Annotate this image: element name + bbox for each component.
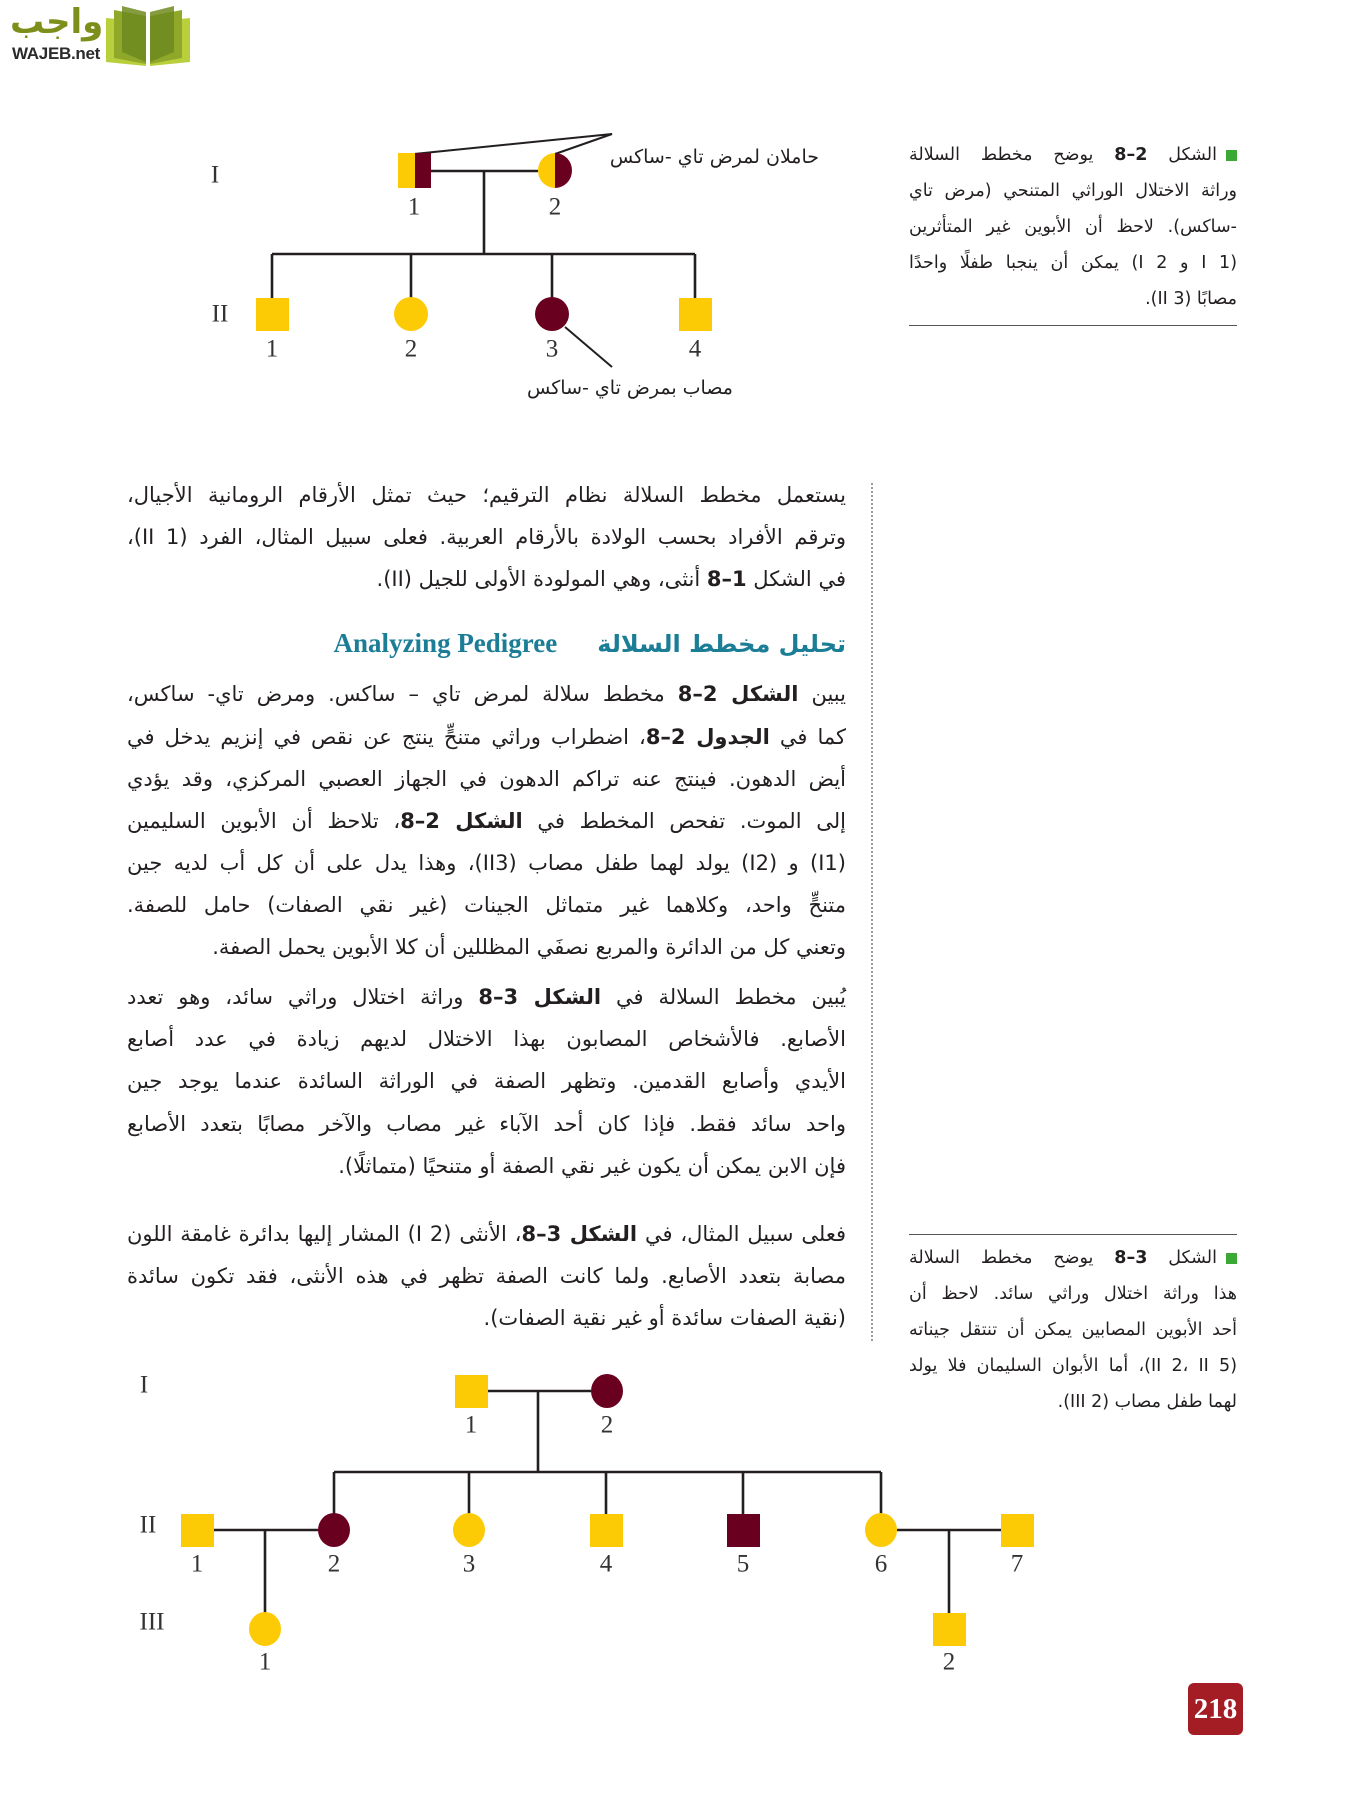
bold-reference: الشكل <box>717 682 799 706</box>
text-segment: (نقية الصفات سائدة أو غير نقية الصفات). <box>483 1306 846 1330</box>
individual-number: 5 <box>736 1550 750 1578</box>
text-segment: مخطط سلالة لمرض تاي – ساكس. ومرض تاي- ساكس، <box>127 682 678 706</box>
text-segment: فإن الابن يمكن أن يكون غير نقي الصفة أو متنحيًا (متماثلًا). <box>338 1154 846 1178</box>
text-segment: وراثة اختلال وراثي سائد، وهو تعدد <box>127 985 479 1009</box>
bold-reference: الشكل <box>561 1222 638 1246</box>
individual-III1-unaffected-female <box>249 1612 281 1646</box>
text-line <box>909 283 1237 315</box>
individual-number: 7 <box>1010 1550 1024 1578</box>
text-segment: يُبين مخطط السلالة في <box>601 985 846 1009</box>
text-segment: الأصابع. فالأشخاص المصابون بهذا الاختلال لديهم زيادة في عدد أصابع <box>127 1027 846 1051</box>
text-segment: أنثى، وهي المولودة الأولى للجيل (II). <box>376 567 707 591</box>
text-segment: إلى الموت. تفحص المخطط في <box>522 809 846 833</box>
bold-reference: 8–1 <box>706 567 747 591</box>
individual-II2-affected-female <box>318 1513 350 1547</box>
text-line <box>127 1218 846 1250</box>
caption-marker-icon <box>1226 1253 1237 1264</box>
individual-number: 2 <box>942 1648 956 1676</box>
bold-reference: 8–2 <box>1114 145 1148 165</box>
text-line <box>909 1350 1237 1382</box>
text-segment: ، تلاحظ أن الأبوين السليمين <box>127 809 401 833</box>
heading-arabic: تحليل مخطط السلالة <box>597 630 846 658</box>
text-segment: في الشكل <box>746 567 846 591</box>
individual-number: 1 <box>407 193 421 221</box>
text-line <box>127 1260 846 1292</box>
individual-number: 1 <box>258 1648 272 1676</box>
text-segment: (I 1 و I 2) يمكن أن ينجبا طفلًا واحدًا <box>909 253 1238 273</box>
individual-I2-affected-female <box>591 1374 623 1408</box>
text-segment: (I1) و (I2) يولد لهما طفل مصاب (II3)، وهذا يدل على أن كل أب لديه جين <box>127 851 846 875</box>
individual-I1-carrier-male <box>398 153 431 188</box>
text-segment: -ساكس). لاحظ أن الأبوين غير المتأثرين <box>909 217 1237 237</box>
individual-number: 1 <box>464 1411 478 1439</box>
individual-II1-unaffected-male <box>181 1514 214 1547</box>
bold-reference: الشكل <box>439 809 523 833</box>
text-line <box>127 1065 846 1097</box>
text-segment: واحد سائد فقط. فإذا كان أحد الآباء غير مصاب والآخر مصابًا بتعدد الأصابع <box>127 1112 846 1136</box>
text-line <box>909 1314 1237 1346</box>
individual-II3-unaffected-female <box>453 1513 485 1547</box>
text-segment: وترقم الأفراد بحسب الولادة بالأرقام العربية. فعلى سبيل المثال، الفرد (II 1)، <box>127 525 846 549</box>
individual-II7-unaffected-male <box>1001 1514 1034 1547</box>
caption-divider <box>909 325 1237 326</box>
affected-annotation: مصاب بمرض تاي -ساكس <box>527 377 733 399</box>
individual-number: 2 <box>404 335 418 363</box>
individual-number: 3 <box>545 335 559 363</box>
generation-label-III: III <box>139 1608 165 1636</box>
text-segment: أحد الأبوين المصابين يمكن أن تنتقل جيناته <box>909 1320 1237 1340</box>
text-line <box>909 139 1237 171</box>
bold-reference: 8–3 <box>1114 1248 1148 1268</box>
text-line <box>127 1302 846 1334</box>
text-segment: وراثة الاختلال الوراثي المتنحي (مرض تاي <box>909 181 1237 201</box>
text-segment: وتعني كل من الدائرة والمربع نصفَي المظللين أن كلا الأبوين يحمل الصفة. <box>212 935 846 959</box>
bold-reference: 8–3 <box>478 985 519 1009</box>
affected-pointer-line <box>565 327 612 367</box>
text-line <box>909 211 1237 243</box>
generation-label-II: II <box>211 300 229 328</box>
text-line <box>127 805 846 837</box>
text-segment: فعلى سبيل المثال، في <box>637 1222 847 1246</box>
text-segment: يستعمل مخطط السلالة نظام الترقيم؛ حيث تمثل الأرقام الرومانية الأجيال، <box>127 483 846 507</box>
text-segment: هذا وراثة اختلال وراثي سائد. لاحظ أن <box>909 1284 1237 1304</box>
text-line <box>127 479 846 511</box>
bold-reference: 8–2 <box>677 682 718 706</box>
caption-divider <box>909 1234 1237 1235</box>
text-segment: مصابًا (II 3). <box>1145 289 1237 309</box>
text-line <box>909 1386 1237 1418</box>
individual-number: 1 <box>265 335 279 363</box>
individual-II2-unaffected-female <box>394 297 428 331</box>
individual-number: 2 <box>548 193 562 221</box>
text-segment: لهما طفل مصاب (III 2). <box>1057 1392 1237 1412</box>
text-segment: يوضح مخطط السلالة <box>909 145 1115 165</box>
text-line <box>127 981 846 1013</box>
text-segment: (II 2، II 5)، أما الأبوان السليمان فلا يولد <box>909 1356 1238 1376</box>
text-line <box>127 1150 846 1182</box>
text-segment: أيض الدهون. فينتج عنه تراكم الدهون في الجهاز العصبي المركزي، وقد يؤدي <box>127 767 846 791</box>
carrier-annotation: حاملان لمرض تاي -ساكس <box>609 146 819 168</box>
text-line <box>127 889 846 921</box>
text-line <box>127 563 846 595</box>
bold-reference: 8–3 <box>521 1222 562 1246</box>
text-segment: متنحٍّ واحد، وكلاهما غير متماثل الجينات (غير نقي الصفات) حامل للصفة. <box>127 893 846 917</box>
bold-reference: الشكل <box>518 985 602 1009</box>
text-segment: يبين <box>798 682 846 706</box>
text-segment: الشكل <box>1147 1248 1217 1268</box>
text-segment: ، اضطراب وراثي متنحٍّ ينتج عن نقص في إنزيم يدخل في <box>127 725 646 749</box>
individual-number: 6 <box>874 1550 888 1578</box>
individual-II5-affected-male <box>727 1514 760 1547</box>
column-divider <box>871 483 873 1341</box>
text-line <box>127 1108 846 1140</box>
text-line <box>909 175 1237 207</box>
text-line <box>127 678 846 710</box>
individual-I2-carrier-female <box>538 153 572 188</box>
text-segment: كما في <box>769 725 846 749</box>
text-segment: الأيدي وأصابع القدمين. وتظهر الصفة في الوراثة السائدة عندما يوجد جين <box>127 1069 846 1093</box>
text-line <box>909 247 1237 279</box>
bold-reference: 8–2 <box>400 809 440 833</box>
text-line <box>127 847 846 879</box>
individual-number: 4 <box>688 335 702 363</box>
individual-I1-unaffected-male <box>455 1375 488 1408</box>
individual-number: 2 <box>327 1550 341 1578</box>
individual-number: 2 <box>600 1411 614 1439</box>
text-line <box>127 721 846 753</box>
page-number-badge: 218 <box>1188 1683 1243 1735</box>
individual-II6-unaffected-female <box>865 1513 897 1547</box>
individual-III2-unaffected-male <box>933 1613 966 1646</box>
logo-arabic-text: واجب <box>10 2 104 42</box>
text-line <box>127 931 846 963</box>
generation-label-I: I <box>210 161 220 189</box>
bold-reference: الجدول <box>685 725 770 749</box>
individual-number: 4 <box>599 1550 613 1578</box>
text-line <box>127 1023 846 1055</box>
generation-label-I: I <box>139 1371 149 1399</box>
text-line <box>127 521 846 553</box>
individual-number: 3 <box>462 1550 476 1578</box>
carrier-pointer-lines <box>414 134 612 154</box>
individual-II1-unaffected-male <box>256 298 289 331</box>
text-line <box>127 763 846 795</box>
pedigree-polydactyly <box>140 1372 1034 1676</box>
text-segment: ، الأنثى (I 2) المشار إليها بدائرة غامقة اللون <box>127 1222 522 1246</box>
logo-latin-text: WAJEB.net <box>12 44 100 63</box>
heading-english: Analyzing Pedigree <box>333 628 558 658</box>
text-segment: الشكل <box>1147 145 1217 165</box>
individual-number: 1 <box>190 1550 204 1578</box>
individual-II4-unaffected-male <box>679 298 712 331</box>
text-line <box>909 1278 1237 1310</box>
individual-II4-unaffected-male <box>590 1514 623 1547</box>
text-line <box>909 1242 1237 1274</box>
generation-label-II: II <box>139 1511 157 1539</box>
individual-II3-affected-female <box>535 297 569 331</box>
section-heading <box>127 626 846 660</box>
text-segment: يوضح مخطط السلالة <box>909 1248 1115 1268</box>
caption-marker-icon <box>1226 150 1237 161</box>
bold-reference: 8–2 <box>645 725 686 749</box>
text-segment: مصابة بتعدد الأصابع. ولما كانت الصفة تظهر في هذه الأنثى، فقد تكون سائدة <box>127 1264 846 1288</box>
